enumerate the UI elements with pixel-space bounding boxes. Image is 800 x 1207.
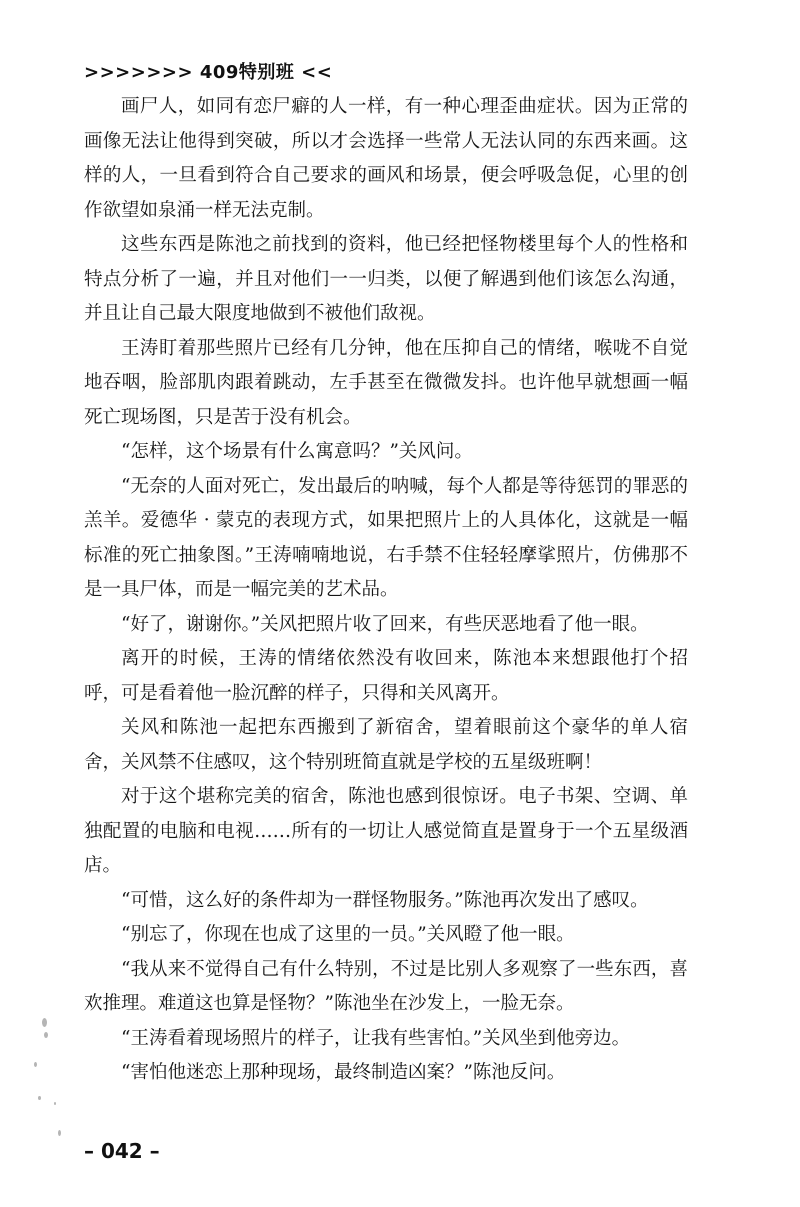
paragraph: “王涛看着现场照片的样子，让我有些害怕。”关风坐到他旁边。 xyxy=(121,1027,631,1049)
running-header: >>>>>>> 409特别班 << xyxy=(84,62,333,83)
paragraph: 对于这个堪称完美的宿舍，陈池也感到很惊讶。电子书架、空调、单独配置的电脑和电视……所有的一切让人感觉简直是置身于一个五星级酒店。 xyxy=(84,786,688,876)
paragraph: “无奈的人面对死亡，发出最后的呐喊，每个人都是等待惩罚的罪恶的羔羊。爱德华 · 蒙克的表现方式，如果把照片上的人具体化，这就是一幅标准的死亡抽象图。”王涛喃喃地说，右手禁不住轻轻摩挲照片，仿佛那不是一具尸体，而是一幅完美的艺术品。 xyxy=(84,475,688,600)
paragraph: “我从来不觉得自己有什么特别，不过是比别人多观察了一些东西，喜欢推理。难道这也算是怪物？”陈池坐在沙发上，一脸无奈。 xyxy=(84,958,688,1014)
paragraph: 王涛盯着那些照片已经有几分钟，他在压抑自己的情绪，喉咙不自觉地吞咽，脸部肌肉跟着跳动，左手甚至在微微发抖。也许他早就想画一幅死亡现场图，只是苦于没有机会。 xyxy=(84,337,688,428)
paragraph: 离开的时候，王涛的情绪依然没有收回来，陈池本来想跟他打个招呼，可是看着他一脸沉醉的样子，只得和关风离开。 xyxy=(84,648,688,704)
paragraph: “害怕他迷恋上那种现场，最终制造凶案？”陈池反问。 xyxy=(121,1062,566,1083)
paragraph: “好了，谢谢你。”关风把照片收了回来，有些厌恶地看了他一眼。 xyxy=(121,613,649,635)
body-text xyxy=(84,90,688,1091)
paragraph: 这些东西是陈池之前找到的资料，他已经把怪物楼里每个人的性格和特点分析了一遍，并且对他们一一归类，以便了解遇到他们该怎么沟通，并且让自己最大限度地做到不被他们敌视。 xyxy=(84,234,688,324)
paragraph: 关风和陈池一起把东西搬到了新宿舍，望着眼前这个豪华的单人宿舍，关风禁不住感叹，这个特别班简直就是学校的五星级班啊！ xyxy=(84,717,688,773)
paragraph: 画尸人，如同有恋尸癖的人一样，有一种心理歪曲症状。因为正常的画像无法让他得到突破，所以才会选择一些常人无法认同的东西来画。这样的人，一旦看到符合自己要求的画风和场景，便会呼吸急促，心里的创作欲望如泉涌一样无法克制。 xyxy=(84,96,688,221)
scan-specks xyxy=(28,1010,68,1160)
paragraph: “别忘了，你现在也成了这里的一员。”关风瞪了他一眼。 xyxy=(121,924,575,945)
paragraph: “可惜，这么好的条件却为一群怪物服务。”陈池再次发出了感叹。 xyxy=(121,889,649,911)
paragraph: “怎样，这个场景有什么寓意吗？”关风问。 xyxy=(121,441,473,462)
page-number: – 042 – xyxy=(84,1139,160,1163)
